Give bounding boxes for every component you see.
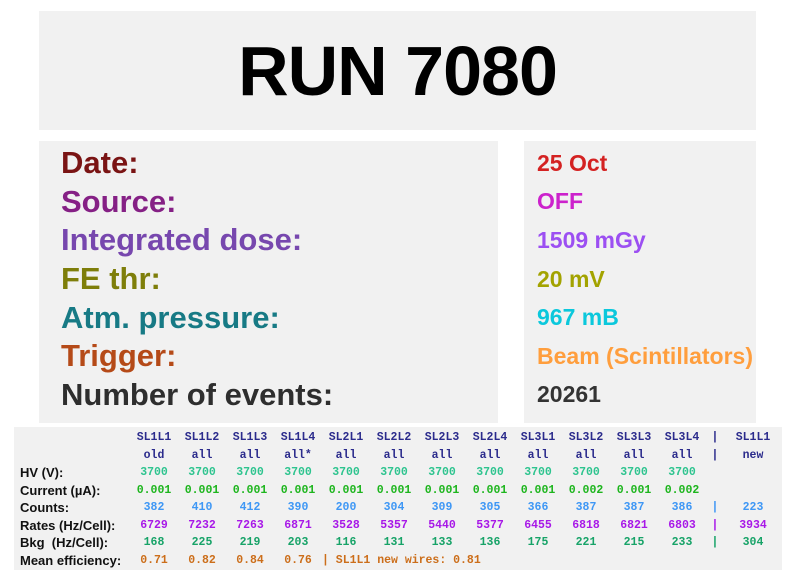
info-value-6: 20261 xyxy=(537,381,601,408)
info-value-4: 967 mB xyxy=(537,304,619,331)
table-extra-cell-0 xyxy=(724,464,782,482)
table-data-row-4 xyxy=(14,534,782,552)
table-cell-0-3: 3700 xyxy=(284,466,312,480)
table-data-row-2 xyxy=(14,499,782,517)
table-cell-1-1: 0.001 xyxy=(184,483,220,497)
table-cell-2-0: 382 xyxy=(143,501,165,515)
table-extra-col-header: SL1L1 xyxy=(735,431,771,445)
efficiency-cell-1: 0.82 xyxy=(188,553,216,567)
info-label-4: Atm. pressure: xyxy=(61,299,280,335)
table-cell-0-11: 3700 xyxy=(668,466,696,480)
table-corner-blank xyxy=(14,429,130,447)
table-cell-3-10: 6821 xyxy=(620,518,648,532)
table-efficiency-row xyxy=(14,552,782,570)
table-row-label-efficiency: Mean efficiency: xyxy=(20,552,122,568)
table-col-header-7: SL2L4 xyxy=(472,431,508,445)
table-cell-4-3: 203 xyxy=(287,536,309,550)
table-row-separator-3: | xyxy=(711,518,719,532)
info-value-0: 25 Oct xyxy=(537,149,608,176)
table-cell-0-0: 3700 xyxy=(140,466,168,480)
table-cell-3-9: 6818 xyxy=(572,518,600,532)
table-col-mode-3: all* xyxy=(284,448,312,462)
table-col-mode-1: all xyxy=(191,448,213,462)
info-value-5: Beam (Scintillators) xyxy=(537,342,753,369)
table-cell-1-4: 0.001 xyxy=(328,483,364,497)
table-cell-2-2: 412 xyxy=(239,501,261,515)
table-mode-separator: | xyxy=(711,448,719,462)
table-col-mode-2: all xyxy=(239,448,261,462)
table-cell-0-1: 3700 xyxy=(188,466,216,480)
info-label-6: Number of events: xyxy=(61,376,334,412)
efficiency-cell-3: 0.76 xyxy=(284,553,312,567)
table-mode-row xyxy=(14,447,782,465)
table-col-mode-7: all xyxy=(479,448,501,462)
table-col-mode-0: old xyxy=(143,448,165,462)
table-cell-4-4: 116 xyxy=(335,536,357,550)
table-col-header-4: SL2L1 xyxy=(328,431,364,445)
table-cell-0-5: 3700 xyxy=(380,466,408,480)
table-col-header-6: SL2L3 xyxy=(424,431,460,445)
info-label-3: FE thr: xyxy=(61,261,161,297)
layer-status-table xyxy=(14,429,782,569)
table-cell-4-1: 225 xyxy=(191,536,213,550)
run-title-panel xyxy=(39,11,756,130)
table-data-row-3 xyxy=(14,517,782,535)
table-cell-3-2: 7263 xyxy=(236,518,264,532)
table-row-separator-2: | xyxy=(711,501,719,515)
table-col-header-0: SL1L1 xyxy=(136,431,172,445)
table-cell-3-8: 6455 xyxy=(524,518,552,532)
table-cell-2-11: 386 xyxy=(671,501,693,515)
table-cell-2-9: 387 xyxy=(575,501,597,515)
table-cell-2-3: 390 xyxy=(287,501,309,515)
table-col-header-9: SL3L2 xyxy=(568,431,604,445)
table-col-header-8: SL3L1 xyxy=(520,431,556,445)
table-cell-3-6: 5440 xyxy=(428,518,456,532)
info-label-2: Integrated dose: xyxy=(61,222,303,258)
info-value-3: 20 mV xyxy=(537,265,605,292)
table-cell-0-7: 3700 xyxy=(476,466,504,480)
info-value-1: OFF xyxy=(537,188,583,215)
table-row-label-0: HV (V): xyxy=(20,465,64,481)
table-cell-3-5: 5357 xyxy=(380,518,408,532)
info-values-panel xyxy=(524,141,756,423)
table-cell-3-3: 6871 xyxy=(284,518,312,532)
info-labels-panel xyxy=(39,141,498,423)
table-col-header-2: SL1L3 xyxy=(232,431,268,445)
table-row-separator-4: | xyxy=(711,536,719,550)
table-cell-0-4: 3700 xyxy=(332,466,360,480)
table-extra-cell-1 xyxy=(724,482,782,500)
table-cell-3-4: 3528 xyxy=(332,518,360,532)
table-cell-0-6: 3700 xyxy=(428,466,456,480)
table-cell-1-7: 0.001 xyxy=(472,483,508,497)
table-col-mode-4: all xyxy=(335,448,357,462)
efficiency-note: | SL1L1 new wires: 0.81 xyxy=(322,553,481,567)
table-row-separator-1 xyxy=(706,482,724,500)
table-cell-4-11: 233 xyxy=(671,536,693,550)
table-cell-1-8: 0.001 xyxy=(520,483,556,497)
table-cell-1-5: 0.001 xyxy=(376,483,412,497)
table-cell-4-0: 168 xyxy=(143,536,165,550)
table-cell-0-9: 3700 xyxy=(572,466,600,480)
table-cell-0-10: 3700 xyxy=(620,466,648,480)
table-cell-3-11: 6803 xyxy=(668,518,696,532)
table-cell-3-0: 6729 xyxy=(140,518,168,532)
table-cell-0-2: 3700 xyxy=(236,466,264,480)
info-label-0: Date: xyxy=(61,145,139,181)
table-cell-1-10: 0.001 xyxy=(616,483,652,497)
table-cell-1-2: 0.001 xyxy=(232,483,268,497)
table-row-separator-0 xyxy=(706,464,724,482)
table-extra-cell-2: 223 xyxy=(742,501,764,515)
table-cell-2-1: 410 xyxy=(191,501,213,515)
table-cell-4-5: 131 xyxy=(383,536,405,550)
table-row-label-4: Bkg (Hz/Cell): xyxy=(20,535,109,551)
table-header-row xyxy=(14,429,782,447)
table-cell-2-8: 366 xyxy=(527,501,549,515)
table-extra-cell-4: 304 xyxy=(742,536,764,550)
table-cell-2-10: 387 xyxy=(623,501,645,515)
table-cell-2-7: 305 xyxy=(479,501,501,515)
table-cell-4-7: 136 xyxy=(479,536,501,550)
table-cell-1-11: 0.002 xyxy=(664,483,700,497)
table-cell-3-1: 7232 xyxy=(188,518,216,532)
info-value-2: 1509 mGy xyxy=(537,226,646,253)
table-cell-2-4: 200 xyxy=(335,501,357,515)
table-col-header-3: SL1L4 xyxy=(280,431,316,445)
table-row-label-1: Current (µA): xyxy=(20,482,101,498)
table-row-label-3: Rates (Hz/Cell): xyxy=(20,517,116,533)
table-cell-4-10: 215 xyxy=(623,536,645,550)
table-cell-3-7: 5377 xyxy=(476,518,504,532)
table-data-row-0 xyxy=(14,464,782,482)
table-cell-4-9: 221 xyxy=(575,536,597,550)
table-cell-4-2: 219 xyxy=(239,536,261,550)
table-header-separator: | xyxy=(711,431,719,445)
table-cell-1-0: 0.001 xyxy=(136,483,172,497)
table-mode-blank xyxy=(14,447,130,465)
table-cell-1-3: 0.001 xyxy=(280,483,316,497)
table-col-header-11: SL3L4 xyxy=(664,431,700,445)
run-title: RUN 7080 xyxy=(238,31,557,110)
table-col-header-1: SL1L2 xyxy=(184,431,220,445)
table-extra-col-mode: new xyxy=(742,448,764,462)
table-cell-2-5: 304 xyxy=(383,501,405,515)
table-cell-1-9: 0.002 xyxy=(568,483,604,497)
efficiency-cell-0: 0.71 xyxy=(140,553,168,567)
info-label-1: Source: xyxy=(61,183,177,219)
table-row-label-2: Counts: xyxy=(20,500,70,516)
table-col-mode-9: all xyxy=(575,448,597,462)
table-col-mode-5: all xyxy=(383,448,405,462)
table-extra-cell-3: 3934 xyxy=(739,518,767,532)
table-col-mode-8: all xyxy=(527,448,549,462)
efficiency-cell-2: 0.84 xyxy=(236,553,264,567)
table-col-mode-10: all xyxy=(623,448,645,462)
layer-status-table-panel xyxy=(14,427,782,570)
table-col-header-10: SL3L3 xyxy=(616,431,652,445)
table-cell-1-6: 0.001 xyxy=(424,483,460,497)
info-label-5: Trigger: xyxy=(61,338,177,374)
table-col-mode-6: all xyxy=(431,448,453,462)
table-cell-4-6: 133 xyxy=(431,536,453,550)
table-data-row-1 xyxy=(14,482,782,500)
table-cell-4-8: 175 xyxy=(527,536,549,550)
table-cell-0-8: 3700 xyxy=(524,466,552,480)
table-cell-2-6: 309 xyxy=(431,501,453,515)
table-col-header-5: SL2L2 xyxy=(376,431,412,445)
table-col-mode-11: all xyxy=(671,448,693,462)
